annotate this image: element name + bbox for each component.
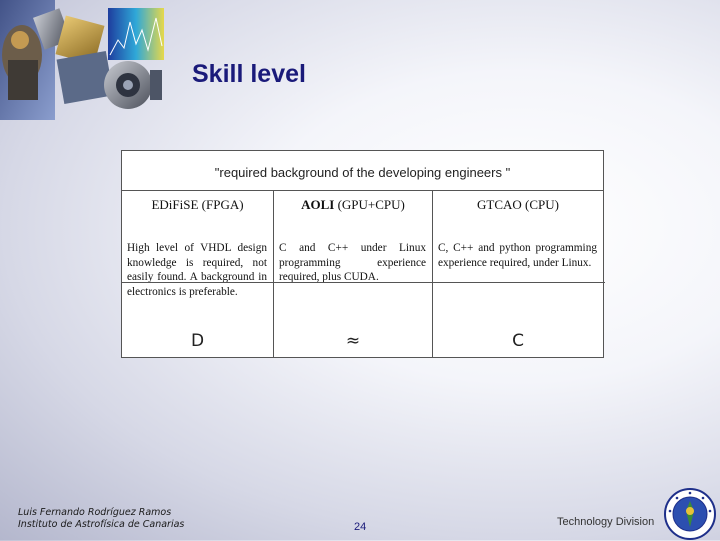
table-column-gtcao [433,191,603,357]
column-header [122,197,273,213]
column-description: High level of VHDL design knowledge is required, not easily found. A background in electronics is preferable. [127,242,267,298]
column-description: C and C++ under Linux programming experience required, plus CUDA. [279,242,426,283]
column-header-name: AOLI [301,197,335,212]
skill-level-table [121,150,604,358]
table-column-edifise [122,191,274,357]
telescope-instrument-collage-icon [0,0,200,125]
table-row-divider [122,282,605,283]
column-header [433,197,603,213]
iac-seal-logo-icon [663,487,717,541]
footer-author [18,507,184,531]
face-sad-icon: D [190,331,205,351]
column-header-name: GTCAO [477,197,522,212]
institute-name: Instituto de Astrofísica de Canarias [18,519,185,530]
column-header-name: EDiFiSE [151,197,199,212]
column-header [274,197,432,213]
column-header-detail: (CPU) [521,197,559,212]
division-label: Technology Division [557,516,655,528]
table-column-aoli [274,191,433,357]
face-neutral-icon: ≈ [345,331,361,351]
column-header-detail: (GPU+CPU) [334,197,405,212]
column-header-detail: (FPGA) [198,197,244,212]
slide-title: Skill level [192,60,306,88]
author-name: Luis Fernando Rodríguez Ramos [18,507,172,518]
page-number: 24 [354,521,367,533]
face-happy-icon: C [512,331,524,351]
column-description: C, C++ and python programming experience required, under Linux. [438,242,597,269]
table-caption: "required background of the developing engineers " [122,151,603,191]
